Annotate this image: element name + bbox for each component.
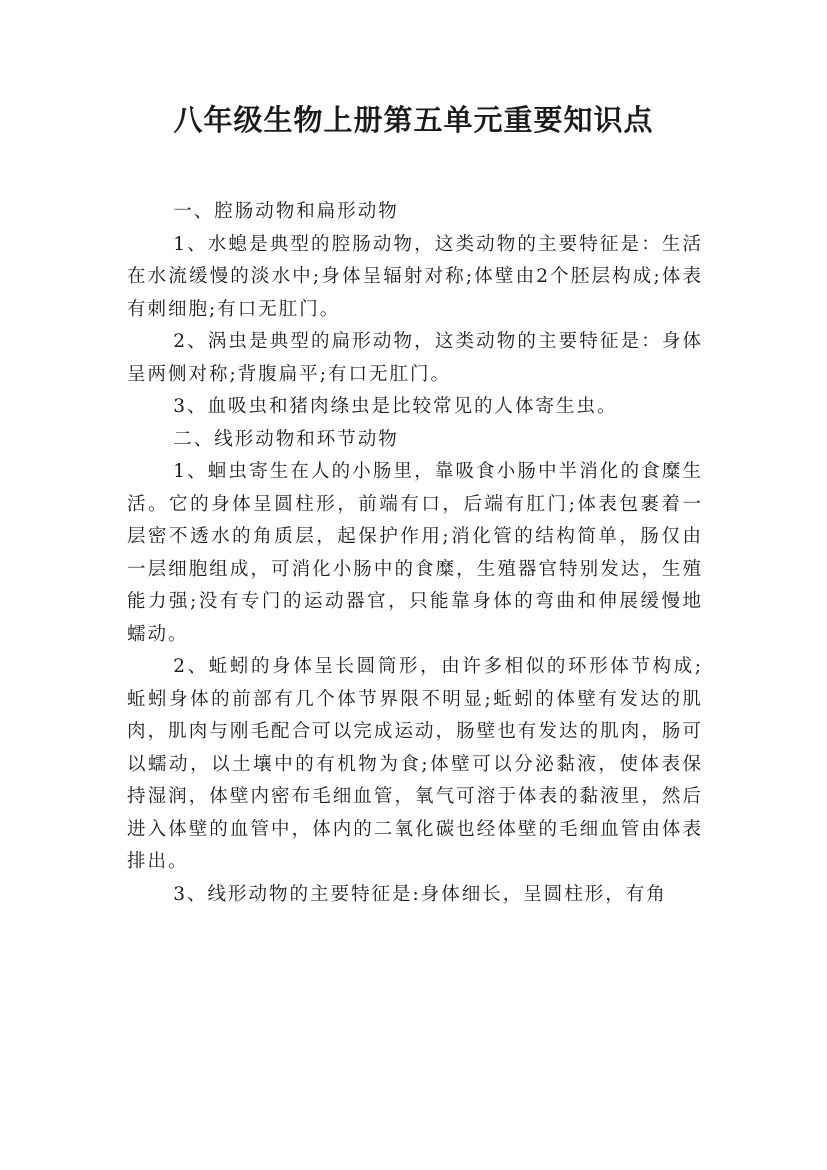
page-title: 八年级生物上册第五单元重要知识点 bbox=[173, 103, 654, 137]
paragraph-hydra: 1、水螅是典型的腔肠动物，这类动物的主要特征是：生活在水流缓慢的淡水中;身体呈辐射对称;体壁由2个胚层构成;体表有刺细胞;有口无肛门。 bbox=[127, 233, 703, 320]
paragraph-nematode-features: 3、线形动物的主要特征是:身体细长，呈圆柱形，有角 bbox=[173, 883, 667, 905]
paragraph-parasites: 3、血吸虫和猪肉绦虫是比较常见的人体寄生虫。 bbox=[173, 396, 618, 417]
section-heading-1: 一、腔肠动物和扁形动物 bbox=[173, 201, 399, 222]
section-heading-2: 二、线形动物和环节动物 bbox=[173, 428, 399, 450]
document-body bbox=[127, 196, 703, 911]
paragraph-roundworm: 1、蛔虫寄生在人的小肠里，靠吸食小肠中半消化的食糜生活。它的身体呈圆柱形，前端有口，后端有肛门;体表包裹着一层密不透水的角质层，起保护作用;消化管的结构简单，肠仅由一层细胞组成，可消化小肠中的食糜，生殖器官特别发达，生殖能力强;没有专门的运动器官，只能靠身体的弯曲和伸展缓慢地蠕动。 bbox=[127, 461, 703, 645]
paragraph-earthworm: 2、蚯蚓的身体呈长圆筒形，由许多相似的环形体节构成;蚯蚓身体的前部有几个体节界限不明显;蚯蚓的体壁有发达的肌肉，肌肉与刚毛配合可以完成运动，肠壁也有发达的肌肉，肠可以蠕动，以土壤中的有机物为食;体壁可以分泌黏液，使体表保持湿润，体壁内密布毛细血管，氧气可溶于体表的黏液里，然后进入体壁的血管中，体内的二氧化碳也经体壁的毛细血管由体表排出。 bbox=[127, 656, 703, 872]
paragraph-planarian: 2、涡虫是典型的扁形动物，这类动物的主要特征是：身体呈两侧对称;背腹扁平;有口无肛门。 bbox=[127, 331, 703, 385]
